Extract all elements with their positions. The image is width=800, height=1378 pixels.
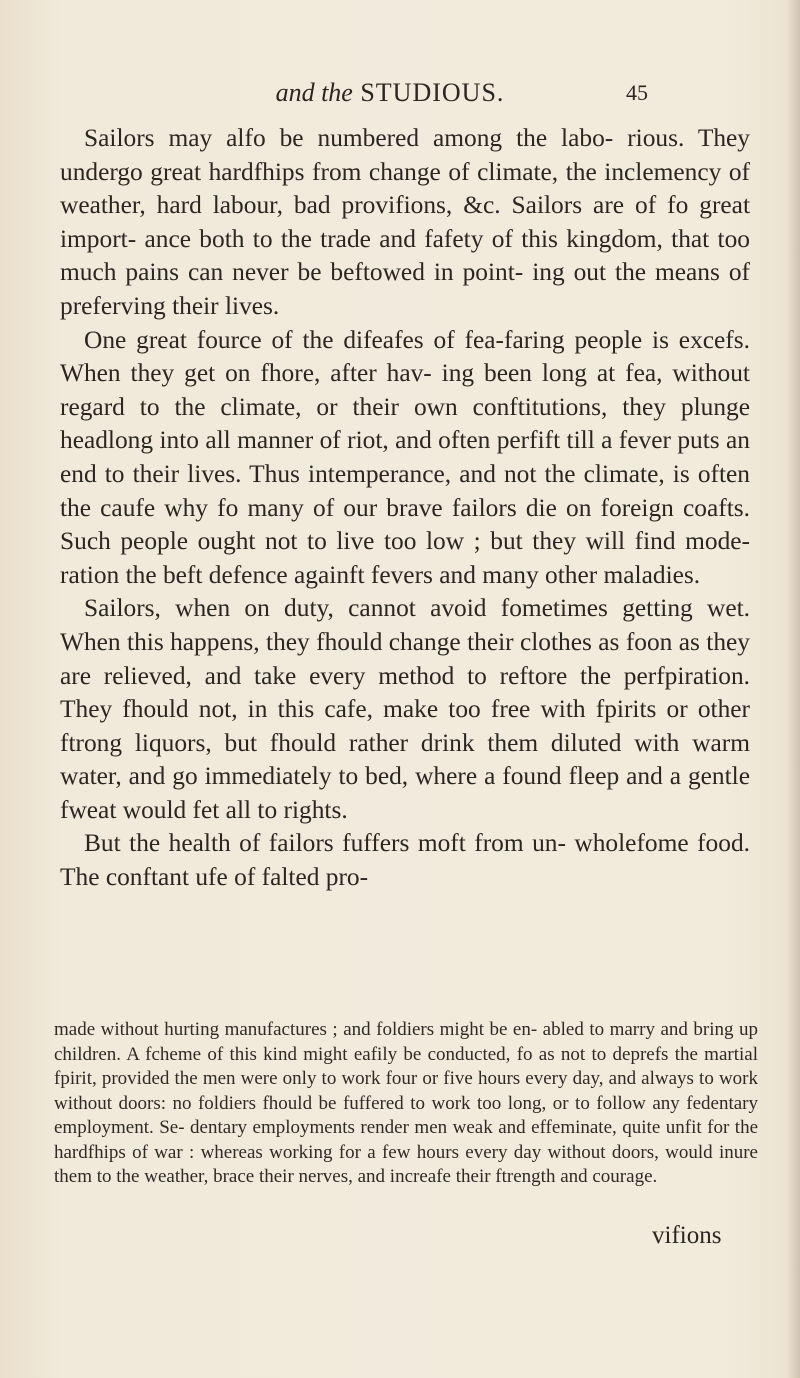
paragraph: But the health of failors fuffers moft from un- wholefome food. The conftant ufe of falted pro- (60, 829, 750, 892)
catchword: vifions (652, 1222, 722, 1249)
main-text (60, 122, 750, 895)
paragraph: Sailors, when on duty, cannot avoid fometimes getting wet. When this happens, they fhould change their clothes as foon as they are relieved, and take every method to reftore the perfpiration. They fhould not, in this cafe, make too free with fpirits or other ftrong liquors, but fhould rather drink them diluted with warm water, and go immediately to bed, where a found fleep and a gentle fweat would fet all to rights. (60, 594, 750, 824)
running-head-italic: and the (275, 78, 353, 107)
running-head-title: STUDIOUS. (360, 78, 505, 107)
page-number: 45 (626, 80, 648, 105)
paragraph: One great fource of the difeafes of fea-faring people is excefs. When they get on fhore, after hav- ing been long at fea, without regard to the climate, or their own conftitutions, they plunge headlong into all manner of riot, and often perfift till a fever puts an end to their lives. Thus intemperance, and not the climate, is often the caufe why fo many of our brave failors die on foreign coafts. Such people ought not to live too low ; but they will find mode- ration the beft defence againft fevers and many other maladies. (60, 325, 750, 589)
paragraph: Sailors may alfo be numbered among the labo- rious. They undergo great hardfhips from change of climate, the inclemency of weather, hard labour, bad provifions, &c. Sailors are of fo great import- ance both to the trade and fafety of this kingdom, that too much pains can never be beftowed in point- ing out the means of preferving their lives. (60, 124, 750, 320)
running-head (180, 78, 600, 108)
footnote (54, 1018, 758, 1190)
page-binding-shadow (786, 0, 800, 1378)
footnote-text: made without hurting manufactures ; and foldiers might be en- abled to marry and bring up children. A fcheme of this kind might eafily be conducted, fo as not to deprefs the martial fpirit, provided the men were only to work four or five hours every day, and always to work without doors: no foldiers fhould be fuffered to work too long, or to follow any fedentary employment. Se- dentary employments render men weak and effeminate, quite unfit for the hardfhips of war : whereas working for a few hours every day without doors, would inure them to the weather, brace their nerves, and increafe their ftrength and courage. (54, 1019, 758, 1187)
